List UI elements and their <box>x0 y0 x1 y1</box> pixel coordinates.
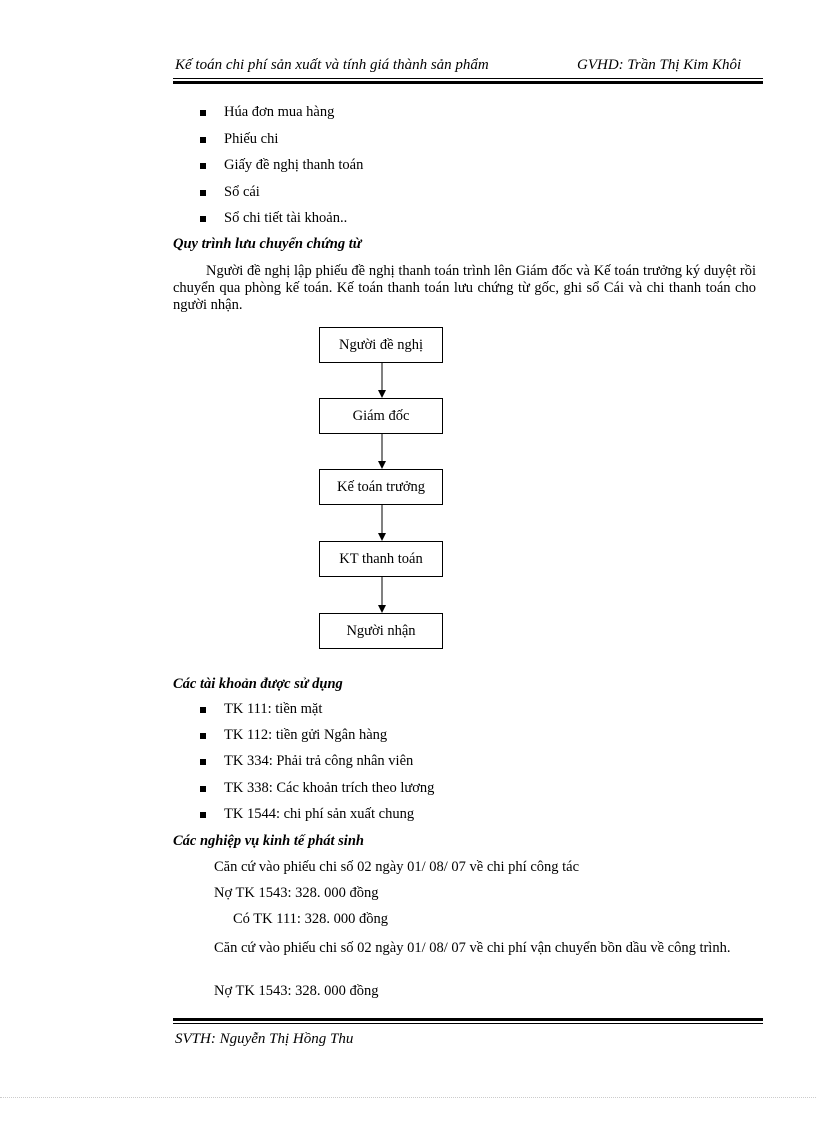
section-heading-process: Quy trình lưu chuyển chứng từ <box>173 236 362 252</box>
list-item: TK 112: tiền gửi Ngân hàng <box>224 727 388 743</box>
flow-box-payment-accountant: KT thanh toán <box>319 541 443 577</box>
bullet-square-icon <box>200 190 206 196</box>
transaction-2-description: Căn cứ vào phiếu chi số 02 ngày 01/ 08/ 07 về chi phí vận chuyển bồn dầu về công trình. <box>214 940 731 956</box>
bullet-square-icon <box>200 216 206 222</box>
section-heading-transactions: Các nghiệp vụ kinh tế phát sinh <box>173 833 364 849</box>
header-rule-thin <box>173 78 763 79</box>
transaction-1-credit: Có TK 111: 328. 000 đồng <box>233 911 388 927</box>
footer-rule-thin <box>173 1023 763 1024</box>
list-item: Giấy đề nghị thanh toán <box>224 157 364 173</box>
bullet-square-icon <box>200 759 206 765</box>
header-rule-thick <box>173 81 763 84</box>
list-item: Phiếu chi <box>224 131 279 147</box>
list-item: TK 111: tiền mặt <box>224 701 323 717</box>
header-title: Kế toán chi phí sản xuất và tính giá thành sản phẩm <box>175 57 489 73</box>
transaction-1-description: Căn cứ vào phiếu chi số 02 ngày 01/ 08/ 07 về chi phí công tác <box>214 859 580 875</box>
header-supervisor: GVHD: Trần Thị Kim Khôi <box>577 57 742 73</box>
list-item: Sổ chi tiết tài khoản.. <box>224 210 348 226</box>
bullet-square-icon <box>200 707 206 713</box>
transaction-2-debit: Nợ TK 1543: 328. 000 đồng <box>214 983 379 999</box>
flow-arrow-3 <box>378 505 386 541</box>
bullet-square-icon <box>200 110 206 116</box>
bullet-square-icon <box>200 163 206 169</box>
bullet-square-icon <box>200 786 206 792</box>
footer-rule-thick <box>173 1018 763 1021</box>
list-item: TK 334: Phải trả công nhân viên <box>224 753 414 769</box>
bullet-square-icon <box>200 733 206 739</box>
transaction-1-debit: Nợ TK 1543: 328. 000 đồng <box>214 885 379 901</box>
flow-arrow-1 <box>378 363 386 398</box>
flow-arrow-4 <box>378 577 386 613</box>
list-item: Sổ cái <box>224 184 260 200</box>
list-item: Húa đơn mua hàng <box>224 104 335 120</box>
list-item: TK 338: Các khoản trích theo lương <box>224 780 435 796</box>
process-paragraph: Người đề nghị lập phiếu đề nghị thanh toán trình lên Giám đốc và Kế toán trưởng ký duyệt rồi chuyển qua phòng kế toán. Kế toán thanh toán lưu chứng từ gốc, ghi sổ Cái và chi thanh toán cho người nhận. <box>173 263 756 313</box>
flow-arrows <box>376 362 388 614</box>
flow-box-chief-accountant: Kế toán trưởng <box>319 469 443 505</box>
bullet-square-icon <box>200 812 206 818</box>
list-item: TK 1544: chi phí sản xuất chung <box>224 806 415 822</box>
footer-student: SVTH: Nguyễn Thị Hồng Thu <box>175 1031 354 1047</box>
flow-box-recipient: Người nhận <box>319 613 443 649</box>
flow-box-requester: Người đề nghị <box>319 327 443 363</box>
flow-box-director: Giám đốc <box>319 398 443 434</box>
flow-arrow-2 <box>378 434 386 469</box>
section-heading-accounts: Các tài khoản được sử dụng <box>173 676 343 692</box>
page-edge-divider <box>0 1097 816 1098</box>
bullet-square-icon <box>200 137 206 143</box>
